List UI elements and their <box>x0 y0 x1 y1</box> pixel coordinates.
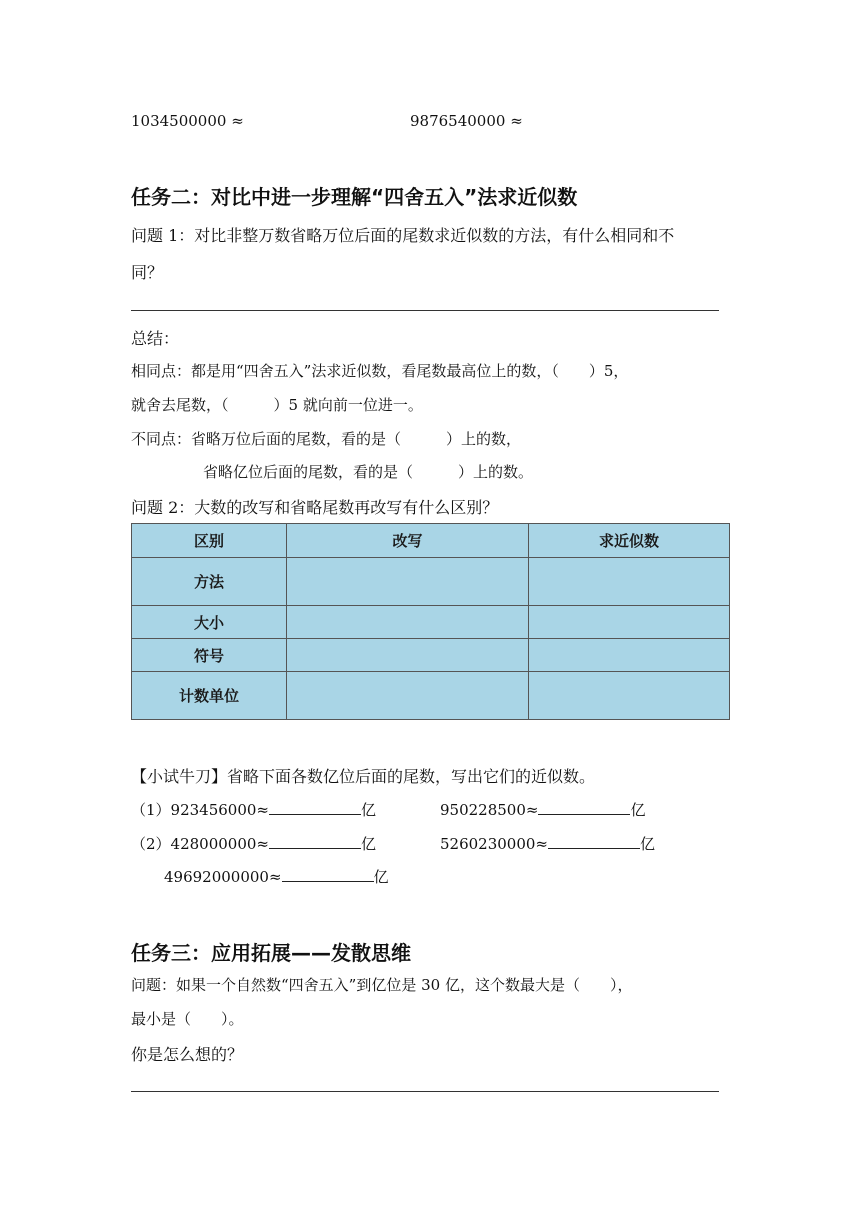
table-cell[interactable] <box>287 672 529 720</box>
table-cell[interactable] <box>287 606 529 639</box>
table-cell[interactable] <box>529 672 730 720</box>
task3-question-line3: 你是怎么想的？ <box>131 1045 244 1064</box>
table-cell[interactable] <box>287 639 529 672</box>
practice-item-4 <box>440 833 655 854</box>
table-header-cell: 改写 <box>287 524 529 558</box>
table-header-cell: 区别 <box>132 524 287 558</box>
answer-line-1[interactable] <box>131 310 719 311</box>
practice-item-1 <box>131 799 376 820</box>
diff-point-line1: 不同点：省略万位后面的尾数，看的是（ ）上的数， <box>131 430 522 448</box>
task2-question1-line2: 同？ <box>131 263 164 282</box>
answer-blank[interactable] <box>269 800 361 815</box>
row-label: 大小 <box>132 606 287 639</box>
answer-line-2[interactable] <box>131 1091 719 1092</box>
table-row <box>132 672 730 720</box>
summary-label: 总结： <box>131 329 180 348</box>
task3-heading: 任务三：应用拓展——发散思维 <box>131 941 411 965</box>
table-header-cell: 求近似数 <box>529 524 730 558</box>
practice-item-prefix: （2）428000000≈ <box>131 835 270 853</box>
practice-item-unit: 亿 <box>630 801 646 819</box>
practice-item-unit: 亿 <box>361 835 377 853</box>
task2-heading: 任务二：对比中进一步理解“四舍五入”法求近似数 <box>131 185 578 209</box>
table-header-row <box>132 524 730 558</box>
practice-item-prefix: 5260230000≈ <box>440 835 549 853</box>
practice-item-3 <box>131 833 376 854</box>
practice-item-5 <box>164 866 389 887</box>
table-cell[interactable] <box>529 639 730 672</box>
table-row <box>132 606 730 639</box>
task3-question-line1: 问题：如果一个自然数“四舍五入”到亿位是 30 亿，这个数最大是（ ）， <box>131 976 633 994</box>
answer-blank[interactable] <box>538 800 630 815</box>
same-point-line1: 相同点：都是用“四舍五入”法求近似数，看尾数最高位上的数，（ ）5， <box>131 362 629 380</box>
task3-question-line2: 最小是（ ）。 <box>131 1010 244 1028</box>
task2-question2: 问题 2：大数的改写和省略尾数再改写有什么区别？ <box>131 498 499 517</box>
table-row <box>132 558 730 606</box>
diff-point-line2: 省略亿位后面的尾数，看的是（ ）上的数。 <box>203 463 534 481</box>
practice-item-prefix: 49692000000≈ <box>164 868 282 886</box>
task2-question1-line1: 问题 1：对比非整万数省略万位后面的尾数求近似数的方法，有什么相同和不 <box>131 226 675 245</box>
practice-item-unit: 亿 <box>640 835 656 853</box>
row-label: 符号 <box>132 639 287 672</box>
table-cell[interactable] <box>287 558 529 606</box>
practice-item-2 <box>440 799 645 820</box>
answer-blank[interactable] <box>269 834 361 849</box>
answer-blank[interactable] <box>282 867 374 882</box>
approx-expression-2: 9876540000 ≈ <box>410 112 523 130</box>
comparison-table <box>131 523 730 720</box>
same-point-line2: 就舍去尾数，（ ）5 就向前一位进一。 <box>131 396 423 414</box>
practice-item-prefix: （1）923456000≈ <box>131 801 270 819</box>
table-row <box>132 639 730 672</box>
practice-title: 【小试牛刀】省略下面各数亿位后面的尾数，写出它们的近似数。 <box>131 767 596 786</box>
table-cell[interactable] <box>529 558 730 606</box>
approx-expression-1: 1034500000 ≈ <box>131 112 244 130</box>
practice-item-unit: 亿 <box>361 801 377 819</box>
row-label: 计数单位 <box>132 672 287 720</box>
table-cell[interactable] <box>529 606 730 639</box>
practice-item-prefix: 950228500≈ <box>440 801 539 819</box>
answer-blank[interactable] <box>548 834 640 849</box>
practice-item-unit: 亿 <box>373 868 389 886</box>
row-label: 方法 <box>132 558 287 606</box>
